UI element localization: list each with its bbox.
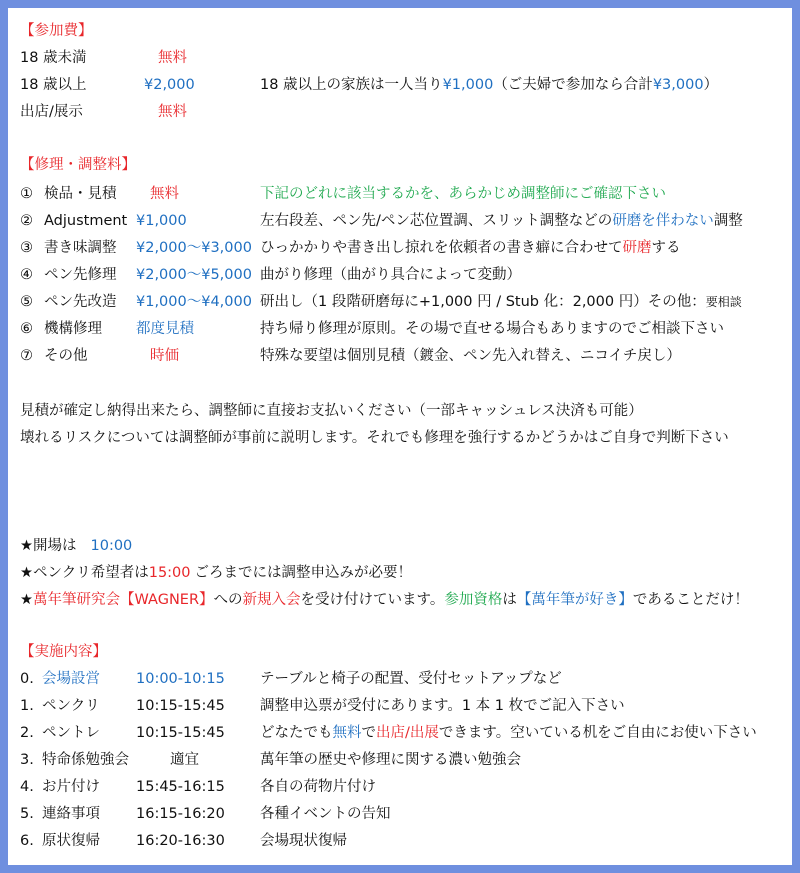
schedule-desc-highlight: 出店/出展 bbox=[376, 725, 439, 741]
repair-desc: 特殊な要望は個別見積（鍍金、ペン先入れ替え、ニコイチ戻し） bbox=[260, 348, 681, 364]
repair-num: ③ bbox=[20, 240, 33, 256]
schedule-row bbox=[20, 668, 780, 690]
fee-value: ¥2,000 bbox=[144, 77, 195, 93]
pencli-text: ごろまでには調整申込みが必要！ bbox=[194, 565, 413, 581]
pencli-text: ★ペンクリ希望者は bbox=[20, 565, 149, 581]
fee-label: 出店/展示 bbox=[20, 104, 83, 120]
repair-label: 書き味調整 bbox=[44, 240, 117, 256]
repair-price: ¥2,000～¥3,000 bbox=[136, 240, 252, 256]
wagner-name: 萬年筆研究会【WAGNER】 bbox=[33, 592, 214, 608]
schedule-desc-text: で bbox=[361, 725, 376, 741]
content-panel bbox=[8, 8, 792, 865]
repair-desc-text: 調整 bbox=[713, 213, 743, 229]
fee-note-price: ¥3,000 bbox=[652, 77, 704, 93]
schedule-label: お片付け bbox=[42, 779, 100, 795]
schedule-row bbox=[20, 722, 780, 744]
schedule-num: 3. bbox=[20, 752, 34, 768]
wagner-star: ★ bbox=[20, 592, 33, 608]
wagner-text: は bbox=[502, 592, 517, 608]
repair-num: ④ bbox=[20, 267, 33, 283]
schedule-row bbox=[20, 749, 780, 771]
schedule-desc-text: どなたでも bbox=[260, 725, 333, 741]
fee-note-text: 18 歳以上の家族は一人当り bbox=[260, 77, 443, 93]
schedule-label: 会場設営 bbox=[42, 671, 100, 687]
schedule-num: 5. bbox=[20, 806, 34, 822]
schedule-desc bbox=[260, 722, 757, 744]
repair-row bbox=[20, 345, 780, 367]
repair-desc-highlight: 研磨 bbox=[622, 240, 652, 256]
fee-row bbox=[20, 101, 780, 123]
repair-desc-text: ひっかかりや書き出し掠れを依頼者の書き癖に合わせて bbox=[260, 240, 623, 256]
repair-price: 時価 bbox=[150, 348, 179, 364]
repair-price: ¥1,000 bbox=[136, 213, 187, 229]
repair-price: ¥1,000～¥4,000 bbox=[136, 294, 252, 310]
schedule-row bbox=[20, 776, 780, 798]
repair-desc-small: 要相談 bbox=[705, 295, 742, 309]
schedule-label: 原状復帰 bbox=[42, 833, 100, 849]
schedule-time: 15:45-16:15 bbox=[136, 779, 225, 795]
repair-desc bbox=[260, 291, 742, 313]
schedule-time: 10:15-15:45 bbox=[136, 698, 225, 714]
repair-row bbox=[20, 183, 780, 205]
repair-row bbox=[20, 291, 780, 313]
payment-note: 見積が確定し納得出来たら、調整師に直接お支払いください（一部キャッシュレス決済も可能） bbox=[20, 403, 643, 419]
repair-row bbox=[20, 318, 780, 340]
fee-row bbox=[20, 47, 780, 69]
repair-label: その他 bbox=[44, 348, 88, 364]
repair-label: 機構修理 bbox=[44, 321, 102, 337]
schedule-num: 2. bbox=[20, 725, 34, 741]
fee-heading: 【参加費】 bbox=[20, 23, 93, 39]
pencli-deadline-line bbox=[20, 562, 412, 584]
schedule-desc: 会場現状復帰 bbox=[260, 833, 347, 849]
schedule-label: ペンクリ bbox=[42, 698, 100, 714]
open-text: ★開場は bbox=[20, 538, 77, 554]
wagner-qualification: 参加資格 bbox=[444, 592, 503, 608]
fee-note-text: ） bbox=[703, 77, 719, 93]
schedule-time: 適宜 bbox=[170, 752, 199, 768]
pencli-time: 15:00 bbox=[148, 565, 191, 581]
fee-value: 無料 bbox=[158, 104, 187, 120]
repair-desc-text: 研出し（1 段階研磨毎に+1,000 円 / Stub 化：2,000 円）その他： bbox=[260, 294, 706, 310]
fee-label: 18 歳未満 bbox=[20, 50, 87, 66]
repair-row bbox=[20, 264, 780, 286]
repair-num: ② bbox=[20, 213, 33, 229]
repair-desc: 下記のどれに該当するかを、あらかじめ調整師にご確認下さい bbox=[260, 186, 666, 202]
repair-num: ① bbox=[20, 186, 33, 202]
repair-price: 無料 bbox=[150, 186, 179, 202]
schedule-row bbox=[20, 695, 780, 717]
wagner-highlight: 新規入会 bbox=[242, 592, 301, 608]
schedule-num: 1. bbox=[20, 698, 34, 714]
wagner-line bbox=[20, 589, 749, 611]
schedule-label: 連絡事項 bbox=[42, 806, 100, 822]
fee-note bbox=[260, 74, 718, 96]
schedule-desc-highlight: 無料 bbox=[332, 725, 362, 741]
wagner-text: であることだけ！ bbox=[632, 592, 749, 608]
schedule-label: ペントレ bbox=[42, 725, 100, 741]
schedule-num: 4. bbox=[20, 779, 34, 795]
repair-desc-highlight: 研磨を伴わない bbox=[612, 213, 714, 229]
schedule-desc: 調整申込票が受付にあります。1 本 1 枚でご記入下さい bbox=[260, 698, 625, 714]
schedule-label: 特命係勉強会 bbox=[42, 752, 129, 768]
fee-value: 無料 bbox=[158, 50, 187, 66]
schedule-row bbox=[20, 830, 780, 852]
repair-label: Adjustment bbox=[44, 213, 128, 229]
repair-desc-text: する bbox=[651, 240, 681, 256]
schedule-desc: テーブルと椅子の配置、受付セットアップなど bbox=[260, 671, 562, 687]
repair-desc bbox=[260, 237, 681, 259]
repair-num: ⑦ bbox=[20, 348, 33, 364]
repair-label: 検品・見積 bbox=[44, 186, 117, 202]
repair-desc: 持ち帰り修理が原則。その場で直せる場合もありますのでご相談下さい bbox=[260, 321, 724, 337]
fee-label: 18 歳以上 bbox=[20, 77, 87, 93]
open-time: 10:00 bbox=[90, 538, 133, 554]
schedule-time: 16:15-16:20 bbox=[136, 806, 225, 822]
schedule-desc: 萬年筆の歴史や修理に関する濃い勉強会 bbox=[260, 752, 521, 768]
repair-label: ペン先改造 bbox=[44, 294, 117, 310]
repair-desc-text: 左右段差、ペン先/ペン芯位置調、スリット調整などの bbox=[260, 213, 613, 229]
schedule-num: 0. bbox=[20, 671, 34, 687]
repair-heading: 【修理・調整料】 bbox=[20, 157, 136, 173]
repair-desc bbox=[260, 210, 743, 232]
schedule-desc: 各種イベントの告知 bbox=[260, 806, 391, 822]
wagner-requirement: 【萬年筆が好き】 bbox=[516, 592, 633, 608]
risk-note: 壊れるリスクについては調整師が事前に説明します。それでも修理を強行するかどうかはご自身で判断下さい bbox=[20, 430, 729, 446]
wagner-text: を受け付けています。 bbox=[300, 592, 445, 608]
fee-note-price: ¥1,000 bbox=[442, 77, 494, 93]
wagner-text: への bbox=[213, 592, 243, 608]
repair-label: ペン先修理 bbox=[44, 267, 117, 283]
repair-desc: 曲がり修理（曲がり具合によって変動） bbox=[260, 267, 521, 283]
repair-num: ⑥ bbox=[20, 321, 33, 337]
repair-row bbox=[20, 210, 780, 232]
schedule-time: 10:15-15:45 bbox=[136, 725, 225, 741]
schedule-time: 16:20-16:30 bbox=[136, 833, 225, 849]
schedule-time: 10:00-10:15 bbox=[136, 671, 225, 687]
fee-row bbox=[20, 74, 780, 96]
schedule-row bbox=[20, 803, 780, 825]
schedule-desc: 各自の荷物片付け bbox=[260, 779, 376, 795]
repair-num: ⑤ bbox=[20, 294, 33, 310]
open-time-line bbox=[20, 535, 132, 557]
fee-note-text: （ご夫婦で参加なら合計 bbox=[493, 77, 653, 93]
schedule-desc-text: できます。空いている机をご自由にお使い下さい bbox=[438, 725, 757, 741]
repair-price: 都度見積 bbox=[136, 321, 194, 337]
schedule-heading: 【実施内容】 bbox=[20, 644, 107, 660]
schedule-num: 6. bbox=[20, 833, 34, 849]
repair-row bbox=[20, 237, 780, 259]
repair-price: ¥2,000～¥5,000 bbox=[136, 267, 252, 283]
